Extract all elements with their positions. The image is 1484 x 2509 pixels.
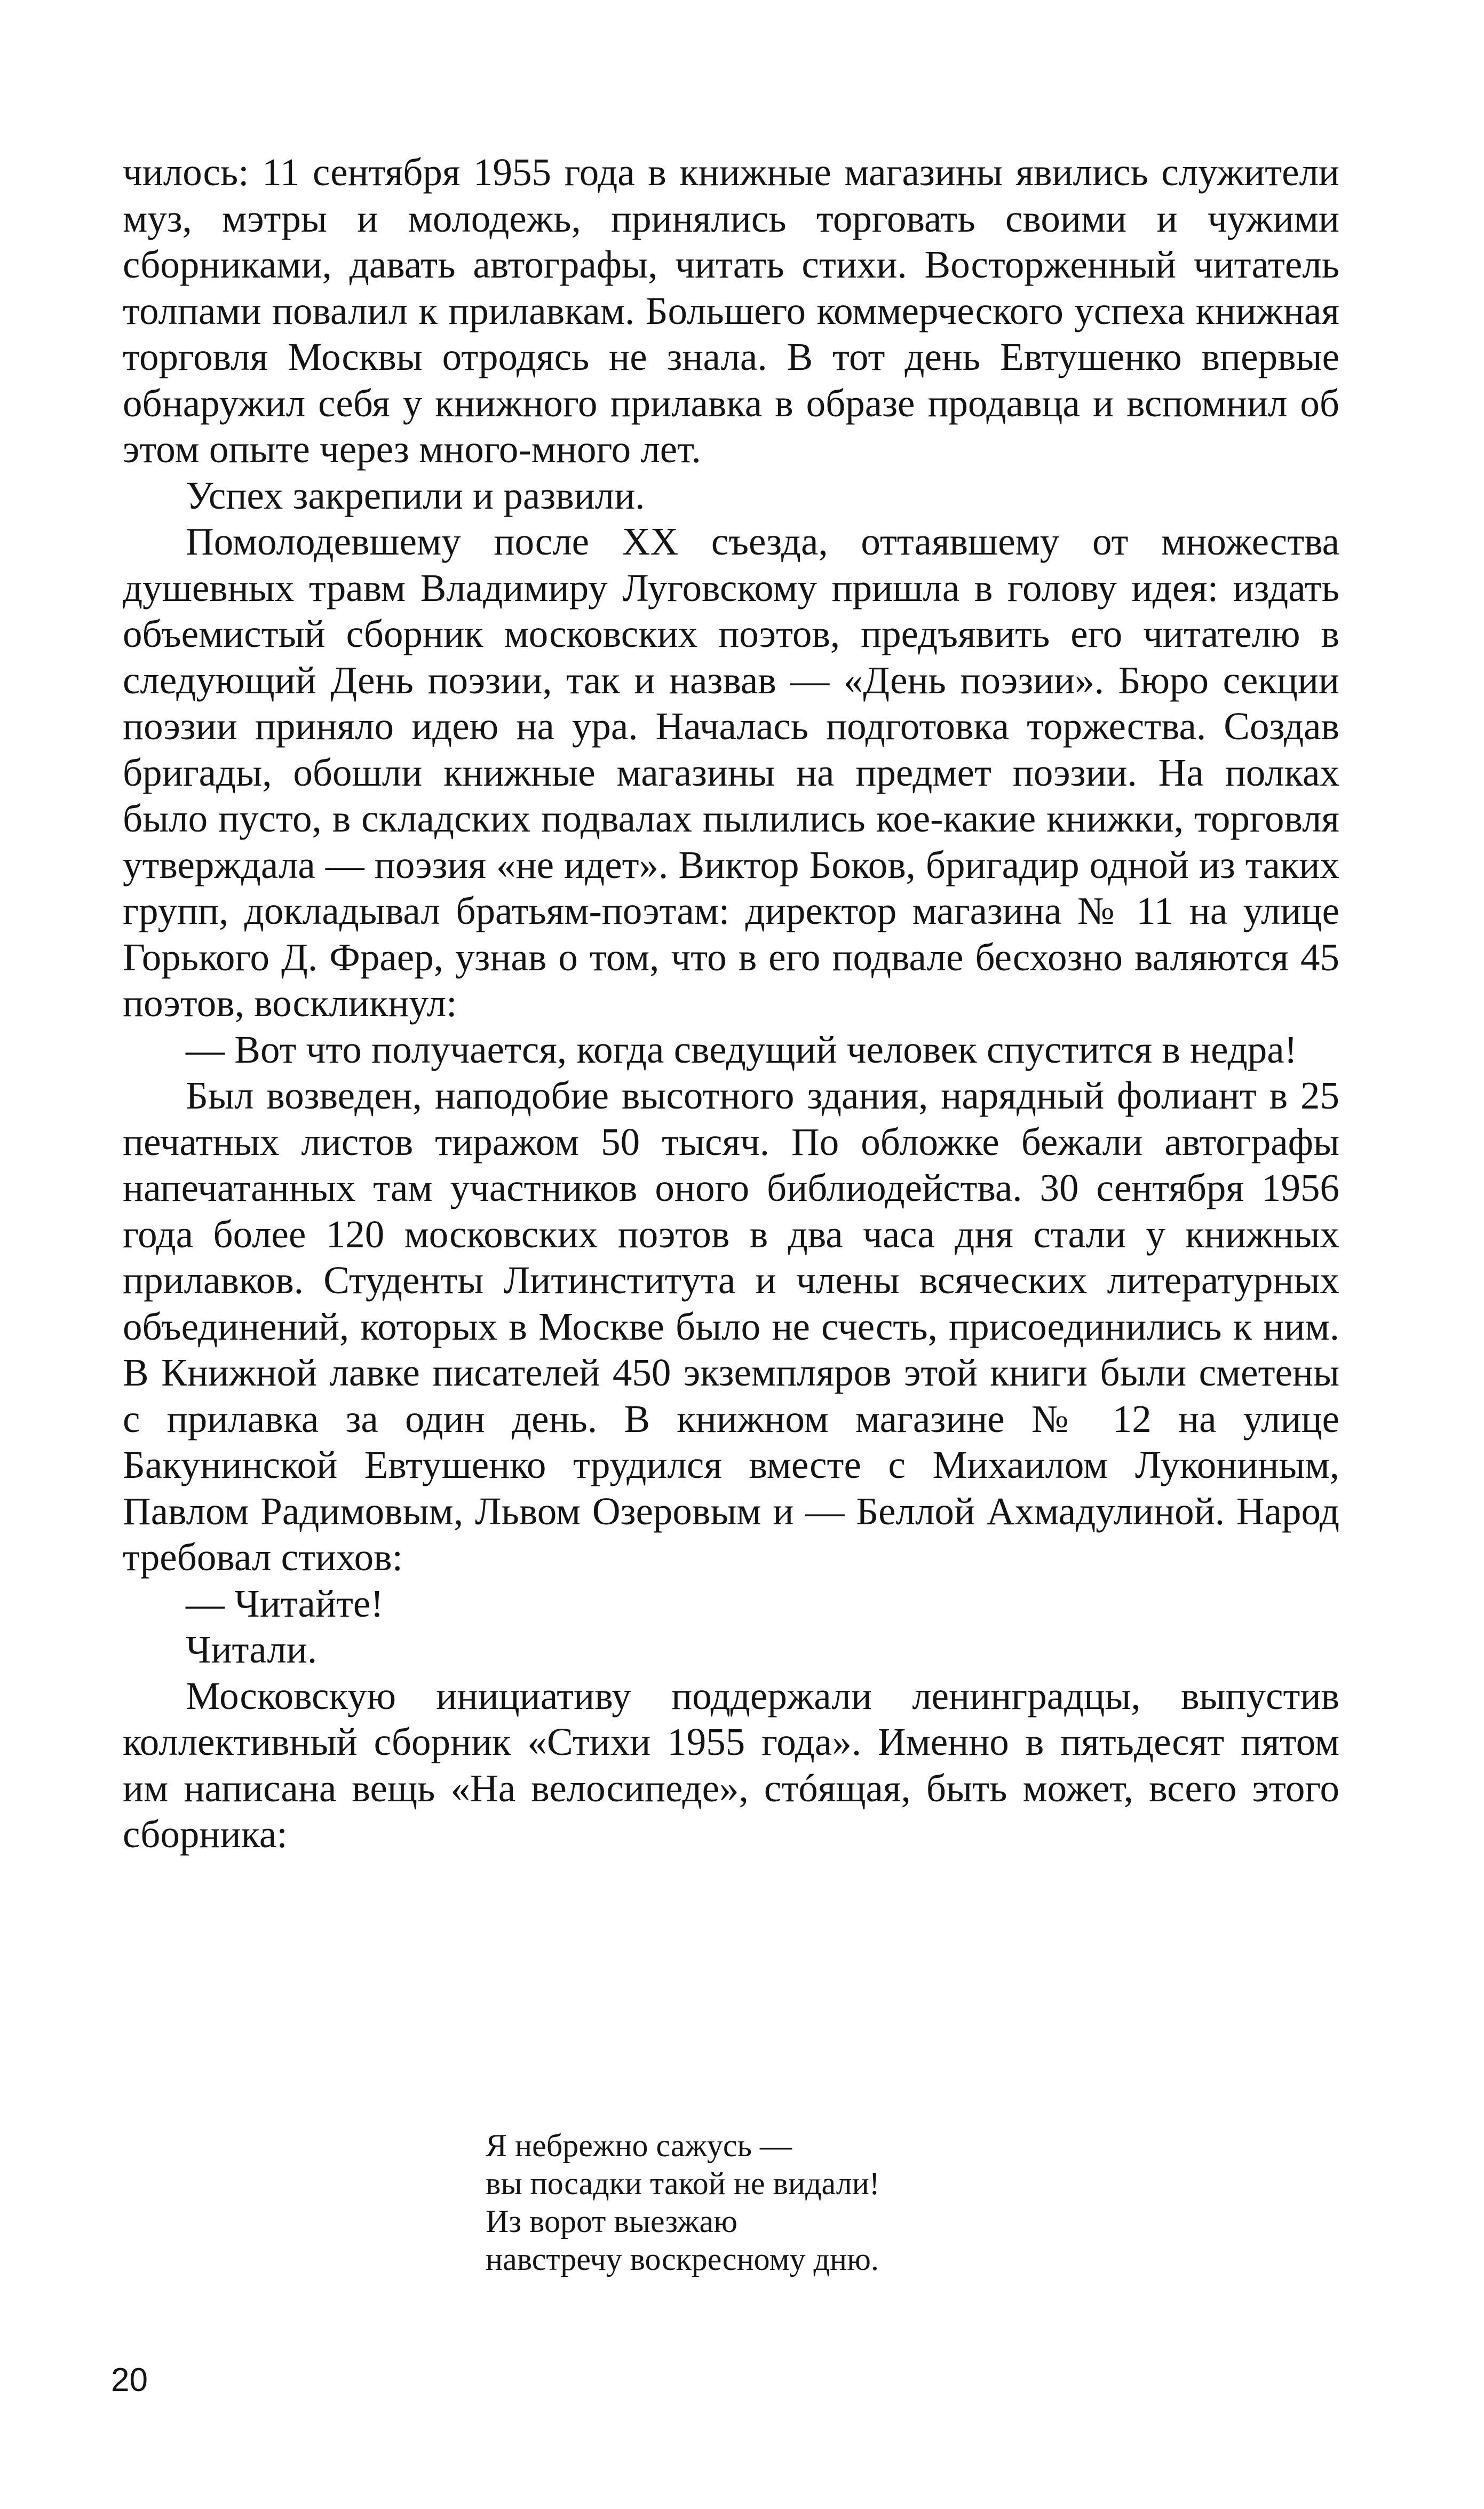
poem-excerpt — [486, 2127, 1126, 2278]
poem-line: вы посадки такой не видали! — [486, 2166, 880, 2201]
poem-line: Я небрежно сажусь — — [486, 2128, 792, 2163]
paragraph-quote-read: — Читайте! — [186, 1581, 384, 1625]
poem-line: Из ворот выезжаю — [486, 2204, 737, 2239]
paragraph-leningrad: Московскую инициативу поддержали ленинградцы, выпустив коллективный сборник «Стихи 1955 года». Именно в пятьдесят пятом им написана вещь «На велосипеде», стóящая, быть может, всего этого сборника: — [123, 1674, 1339, 1856]
poem-line: навстречу воскресному дню. — [486, 2242, 879, 2277]
paragraph-folio: Был возведен, наподобие высотного здания, нарядный фолиант в 25 печатных листов тиражом 50 тысяч. По обложке бежали автографы напечатанных там участников оного библиодейства. 30 сентября 1956 года более 120 московских поэтов в два часа дня стали у книжных прилавков. Студенты Литинститута и члены всяческих литературных объединений, которых в Москве было не счесть, присоединились к ним. В Книжной лавке писателей 450 экземпляров этой книги были сметены с прилавка за один день. В книжном магазине № 12 на улице Бакунинской Евтушенко трудился вместе с Михаилом Лукониным, Павлом Радимовым, Львом Озеровым и — Беллой Ахмадулиной. Народ требовал стихов: — [123, 1074, 1339, 1579]
paragraph-they-read: Читали. — [186, 1628, 318, 1671]
paragraph-quote-nedra: — Вот что получается, когда сведущий человек спустится в недра! — [186, 1027, 1297, 1071]
paragraph-success: Успех закрепили и развили. — [186, 473, 645, 517]
paragraph-lugovskoy-idea: Помолодевшему после XX съезда, оттаявшему от множества душевных травм Владимиру Луговскому пришла в голову идея: издать объемистый сборник московских поэтов, предъявить его читателю в следующий День поэзии, так и назвав — «День поэзии». Бюро секции поэзии приняло идею на ура. Началась подготовка торжества. Создав бригады, обошли книжные магазины на предмет поэзии. На полках было пусто, в складских подвалах пылились кое-какие книжки, торговля утверждала — поэзия «не идет». Виктор Боков, бригадир одной из таких групп, докладывал братьям-поэтам: директор магазина № 11 на улице Горького Д. Фраер, узнав о том, что в его подвале бесхозно валяются 45 поэтов, воскликнул: — [123, 520, 1339, 1025]
page-number: 20 — [111, 2362, 148, 2399]
paragraph-continuation: чилось: 11 сентября 1955 года в книжные магазины явились служители муз, мэтры и молодежь, принялись торговать своими и чужими сборниками, давать автографы, читать стихи. Восторженный читатель толпами повалил к прилавкам. Большего коммерческого успеха книжная торговля Москвы отродясь не знала. В тот день Евтушенко впервые обнаружил себя у книжного прилавка в образе продавца и вспомнил об этом опыте через много-много лет. — [123, 151, 1339, 471]
book-page-text — [123, 149, 1339, 1858]
